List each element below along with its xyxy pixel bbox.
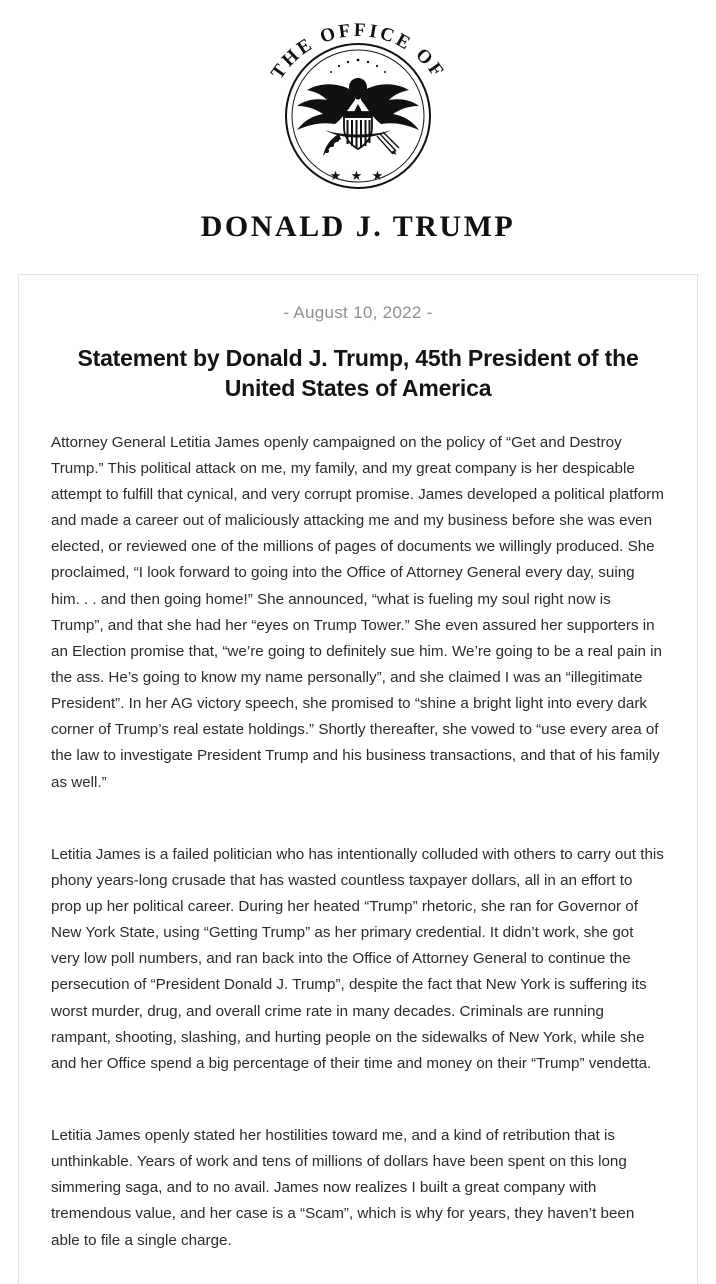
- letterhead: [0, 0, 716, 262]
- statement-body: [51, 430, 665, 1254]
- statement-paragraph: Letitia James openly stated her hostilities toward me, and a kind of retribution that is unthinkable. Years of work and tens of millions of dollars have been spent on this long simmering saga, and to no avail. James now realizes I built a great company with tremendous value, and her case is a “Scam”, which is why for years, they haven’t been able to file a single charge.: [51, 1126, 635, 1249]
- svg-text:★ ★ ★: ★ ★ ★: [329, 168, 387, 183]
- statement-card: [18, 274, 698, 1284]
- statement-date: - August 10, 2022 -: [283, 303, 433, 322]
- presidential-eagle-seal-icon: [243, 8, 473, 208]
- statement-paragraph: Letitia James is a failed politician who has intentionally colluded with others to carry out this phony years-long crusade that has wasted countless taxpayer dollars, all in an effort to prop up her political career. During her heated “Trump” rhetoric, she ran for Governor of New York State, using “Getting Trump” as her primary credential. It didn’t work, she got very low poll numbers, and ran back into the Office of Attorney General to continue the persecution of “President Donald J. Trump”, despite the fact that New York is suffering its worst murder, drug, and overall crime rate in many decades. Criminals are running rampant, shooting, slashing, and hurting people on the sidewalks of New York, while she and her Office spend a big percentage of their time and money on their “Trump” vendetta.: [51, 845, 664, 1072]
- svg-text:THE OFFICE OF: THE OFFICE OF: [267, 19, 449, 84]
- office-holder-name: DONALD J. TRUMP: [200, 210, 516, 243]
- statement-title: Statement by Donald J. Trump, 45th President of the United States of America: [77, 345, 639, 402]
- statement-paragraph: Attorney General Letitia James openly campaigned on the policy of “Get and Destroy Trump.” This political attack on me, my family, and my great company is her despicable attempt to fulfill that cynical, and very corrupt promise. James developed a political platform and made a career out of maliciously attacking me and my business before she was even elected, or reviewed one of the millions of pages of documents we willingly produced. She proclaimed, “I look forward to going into the Office of Attorney General every day, suing him. . . and then going home!” She announced, “what is fueling my soul right now is Trump”, and that she had her “eyes on Trump Tower.” She even assured her supporters in an Election promise that, “we’re going to definitely sue him. We’re going to be a real pain in the ass. He’s going to know my name personally”, and she claimed I was an “illegitimate President”. In her AG victory speech, she promised to “shine a bright light into every dark corner of Trump’s real estate holdings.” Shortly thereafter, she vowed to “use every area of the law to investigate President Trump and his business transactions, and that of his family as well.”: [51, 433, 664, 791]
